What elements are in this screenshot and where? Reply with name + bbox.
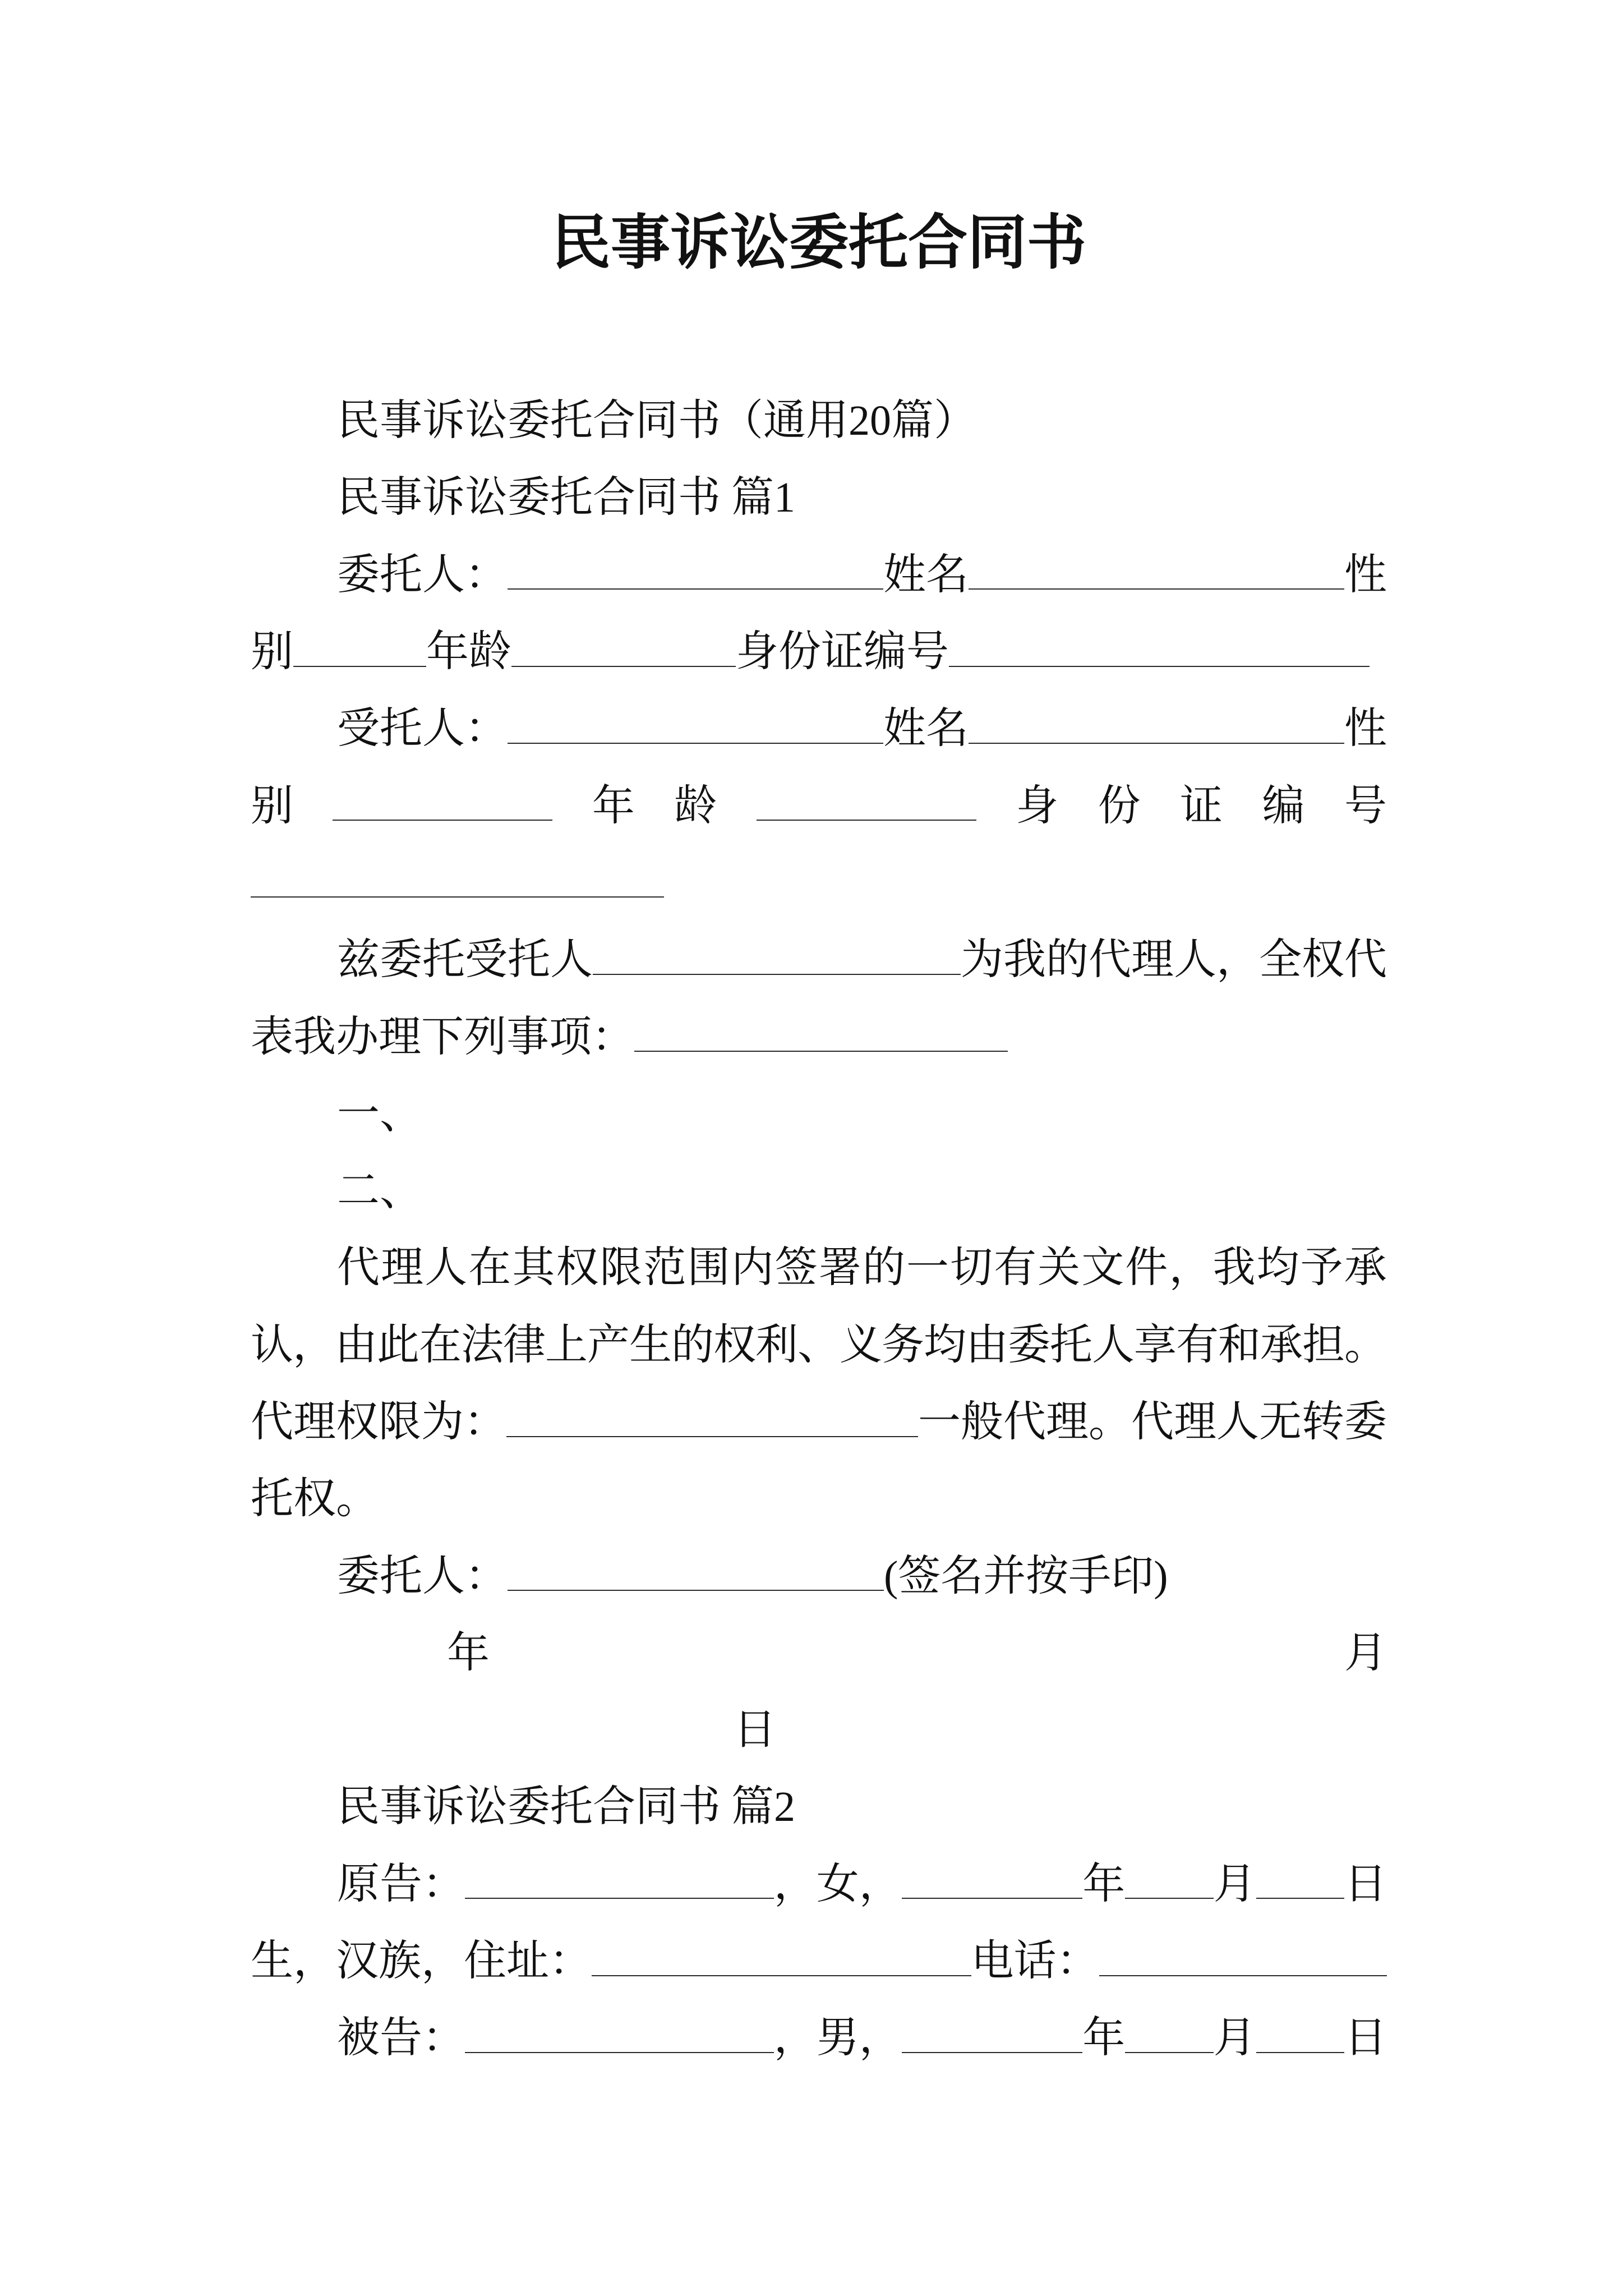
item-2-text: 二、: [337, 1167, 422, 1215]
document-title: 民事诉讼委托合同书: [551, 210, 1086, 276]
blank-line: [1125, 2015, 1213, 2053]
sign-note: (签名并按手印): [884, 1552, 1168, 1600]
phone-label: 电话：: [971, 1938, 1099, 1985]
principal-line-1: [251, 532, 1387, 609]
sign-label: 委托人：: [337, 1552, 508, 1600]
item-2: [251, 1148, 1387, 1225]
subtitle-text: 民事诉讼委托合同书（通用20篇）: [337, 397, 976, 445]
blank-line: [902, 2015, 1083, 2053]
spread-char: 年: [592, 782, 635, 830]
plaintiff-line-2: [251, 1918, 1387, 1995]
spread-char: ，: [1169, 1244, 1212, 1292]
spread-char: 证: [1180, 782, 1223, 830]
spread-char: 一: [906, 1244, 949, 1292]
blank-line: [902, 1861, 1083, 1899]
month-label: 月: [1213, 2014, 1256, 2062]
document-subtitle: [251, 378, 1387, 455]
spread-char: 别: [251, 782, 293, 830]
sign-line: [251, 1533, 1387, 1610]
part1-heading-text: 民事诉讼委托合同书 篇1: [337, 474, 795, 522]
spread-char: 内: [731, 1244, 774, 1292]
entrust-line-1: [251, 917, 1387, 994]
spread-char: 我: [1212, 1244, 1256, 1292]
spread-char: 均: [1256, 1244, 1299, 1292]
spread-char: 予: [1300, 1244, 1343, 1292]
blank-line: [465, 2015, 774, 2053]
scope-line-1: [251, 1379, 1387, 1456]
agent-line-1: [251, 686, 1387, 763]
blank-line: [1125, 1861, 1213, 1899]
spread-char: 署: [818, 1244, 861, 1292]
part2-heading: [251, 1764, 1387, 1841]
ack-line-2: [251, 1303, 1387, 1379]
date-month-label: 月: [1344, 1629, 1387, 1677]
entrust-line-2: [251, 994, 1387, 1071]
spread-char: 代: [337, 1244, 380, 1292]
date-line-2: [251, 1687, 1387, 1764]
spread-char: 份: [1098, 782, 1141, 830]
spread-char: 其: [512, 1244, 555, 1292]
defendant-line-1: [251, 1995, 1387, 2072]
blank-line: [593, 937, 961, 975]
blank-line: [949, 629, 1370, 667]
document-body: [251, 378, 1387, 2073]
blank-line: [508, 706, 883, 744]
principal-line-2: [251, 609, 1387, 686]
spread-char: 文: [1081, 1244, 1124, 1292]
date-day-label: 日: [734, 1706, 776, 1754]
plaintiff-label: 原告：: [337, 1860, 465, 1908]
blank-line: [508, 551, 883, 590]
blank-line: [251, 859, 664, 898]
agent-line-2: [251, 763, 1387, 840]
spread-char: 切: [950, 1244, 993, 1292]
item-1: [251, 1071, 1387, 1148]
gender-label-part1: 性: [1344, 705, 1387, 753]
entrust-text-1: 兹委托受托人: [337, 936, 593, 984]
blank-line: [333, 783, 552, 821]
spread-char: 权: [556, 1244, 599, 1292]
month-label: 月: [1213, 1860, 1256, 1908]
blank-line: [634, 1014, 1008, 1052]
blank-line: [465, 1861, 774, 1899]
scope-text-2: 一般代理。代理人无转委: [918, 1398, 1387, 1446]
id-number-label: 身份证编号: [736, 628, 949, 676]
ack-text-2: 认，由此在法律上产生的权利、义务均由委托人享有和承担。: [251, 1321, 1386, 1369]
spread-char: 围: [687, 1244, 730, 1292]
name-label: 姓名: [883, 705, 969, 753]
plaintiff-line-1: [251, 1842, 1387, 1918]
spread-char: 有: [994, 1244, 1037, 1292]
blank-line: [1256, 2015, 1344, 2053]
principal-label: 委托人：: [337, 551, 508, 599]
agent-label: 受托人：: [337, 705, 508, 753]
entrust-text-3: 表我办理下列事项：: [251, 1013, 634, 1061]
spread-char: 理: [381, 1244, 424, 1292]
entrust-text-2: 为我的代理人，全权代: [961, 936, 1387, 984]
spread-char: 的: [862, 1244, 905, 1292]
day-label: 日: [1344, 1860, 1387, 1908]
date-line-1: [251, 1611, 1387, 1687]
blank-line: [508, 1553, 884, 1591]
age-label: 年龄: [426, 628, 511, 676]
spread-char: 件: [1125, 1244, 1168, 1292]
gender-label-part2: 别: [251, 628, 293, 676]
part2-heading-text: 民事诉讼委托合同书 篇2: [337, 1783, 795, 1831]
spread-char: 在: [468, 1244, 511, 1292]
scope-text-1: 代理权限为：: [251, 1398, 506, 1446]
blank-line: [757, 783, 976, 821]
defendant-label: 被告：: [337, 2014, 465, 2062]
spread-char: 编: [1262, 782, 1305, 830]
name-label: 姓名: [883, 551, 969, 599]
blank-line: [293, 629, 426, 667]
year-label: 年: [1082, 1860, 1126, 1908]
defendant-gender: ，男，: [773, 2014, 902, 2062]
blank-line: [592, 1938, 971, 1976]
spread-char: 承: [1344, 1244, 1387, 1292]
blank-line: [1256, 1861, 1344, 1899]
blank-line: [506, 1399, 918, 1437]
spread-char: 范: [643, 1244, 686, 1292]
blank-line: [969, 551, 1344, 590]
spread-char: 限: [600, 1244, 643, 1292]
item-1-text: 一、: [337, 1090, 422, 1138]
spread-char: 人: [425, 1244, 468, 1292]
spread-char: 身: [1016, 782, 1059, 830]
agent-line-3: [251, 840, 1387, 917]
blank-line: [1099, 1938, 1387, 1976]
spread-char: 龄: [674, 782, 717, 830]
part1-heading: [251, 455, 1387, 532]
spread-char: 签: [774, 1244, 818, 1292]
plaintiff-birth-info: 生，汉族，住址：: [251, 1938, 592, 1985]
gender-label-part1: 性: [1344, 551, 1387, 599]
spread-char: 号: [1344, 782, 1387, 830]
scope-line-2: [251, 1456, 1387, 1533]
scope-text-3: 托权。: [251, 1475, 379, 1523]
date-year-label: 年: [447, 1629, 490, 1677]
plaintiff-gender: ，女，: [773, 1860, 902, 1908]
spread-char: 关: [1038, 1244, 1081, 1292]
blank-line: [511, 629, 736, 667]
year-label: 年: [1082, 2014, 1126, 2062]
ack-line-1: [251, 1225, 1387, 1302]
blank-line: [969, 706, 1344, 744]
day-label: 日: [1344, 2014, 1387, 2062]
